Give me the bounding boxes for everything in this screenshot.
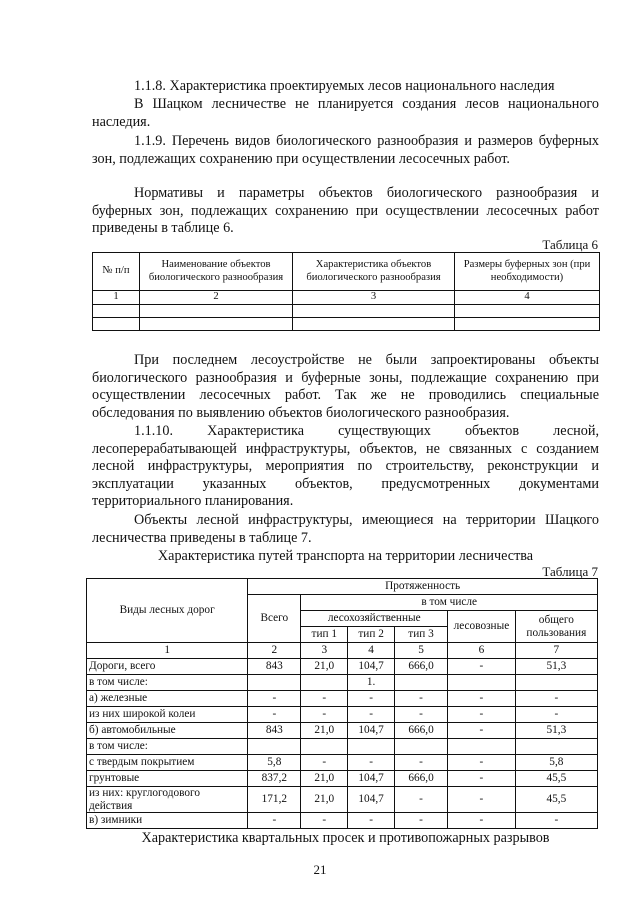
table-row <box>87 771 598 787</box>
t6-empty-row <box>93 317 600 330</box>
t6-colnum-3: 3 <box>293 291 455 305</box>
table-row <box>87 755 598 771</box>
t7-colnum: 6 <box>448 643 516 659</box>
table-row <box>87 723 598 739</box>
table6-caption: Таблица 6 <box>542 237 598 252</box>
row-value: 666,0 <box>395 723 448 739</box>
row-value <box>448 739 516 755</box>
row-value: 51,3 <box>515 659 597 675</box>
row-value: - <box>448 787 516 813</box>
t7-colnum: 7 <box>515 643 597 659</box>
row-value: - <box>301 707 348 723</box>
row-label: из них широкой колеи <box>87 707 248 723</box>
row-label: грунтовые <box>87 771 248 787</box>
row-value: - <box>448 659 516 675</box>
t6-header-buffer: Размеры буферных зон (при необходимости) <box>455 253 600 291</box>
row-label: с твердым покрытием <box>87 755 248 771</box>
row-value <box>395 739 448 755</box>
row-value: - <box>448 723 516 739</box>
t6-header-num: № п/п <box>93 253 140 291</box>
row-value: - <box>301 755 348 771</box>
table7-title: Характеристика путей транспорта на территории лесничества <box>157 548 534 564</box>
row-value: 666,0 <box>395 659 448 675</box>
row-value: 104,7 <box>348 659 395 675</box>
t7-colnum: 4 <box>348 643 395 659</box>
section-heading-1-1-10: 1.1.10. Характеристика существующих объектов лесной, лесоперерабатывающей инфраструктуры, объектов, не связанных с созданием лесной инфраструктуры, мероприятия по строительству, реконструкции и эксплуатации указанных объектов, предусмотренных документами территориального планирования. <box>92 423 599 510</box>
row-label: Дороги, всего <box>87 659 248 675</box>
row-value <box>515 739 597 755</box>
row-value: - <box>448 813 516 829</box>
row-value: 21,0 <box>301 723 348 739</box>
row-value: 843 <box>248 723 301 739</box>
t7-header-public: общего пользования <box>515 611 597 643</box>
row-value: - <box>395 755 448 771</box>
section-heading-1-1-8: 1.1.8. Характеристика проектируемых лесов национального наследия <box>134 78 555 94</box>
row-value: 171,2 <box>248 787 301 813</box>
row-value: 21,0 <box>301 659 348 675</box>
row-label: а) железные <box>87 691 248 707</box>
row-value: 104,7 <box>348 771 395 787</box>
row-value: - <box>515 813 597 829</box>
row-value: - <box>515 691 597 707</box>
t7-header-total: Всего <box>248 595 301 643</box>
row-value: - <box>448 755 516 771</box>
row-value: - <box>448 771 516 787</box>
row-value: - <box>348 707 395 723</box>
row-label: б) автомобильные <box>87 723 248 739</box>
t7-header-type1: тип 1 <box>301 627 348 643</box>
row-value: 1. <box>348 675 395 691</box>
t7-colnum: 5 <box>395 643 448 659</box>
row-value <box>301 739 348 755</box>
row-value: - <box>348 813 395 829</box>
row-value: - <box>348 755 395 771</box>
t7-colnum: 3 <box>301 643 348 659</box>
table7-caption: Таблица 7 <box>542 564 598 579</box>
row-value: 5,8 <box>248 755 301 771</box>
t7-colnum: 1 <box>87 643 248 659</box>
row-value: 45,5 <box>515 771 597 787</box>
row-value: - <box>301 691 348 707</box>
row-value <box>248 675 301 691</box>
paragraph-last-survey: При последнем лесоустройстве не были запроектированы объекты биологического разнообразия и буферные зоны, подлежащие сохранению при осуществлении лесосечных работ. Так же не проводились специальные обследования по выявлению объектов биологического разнообразия. <box>92 352 599 421</box>
table-row <box>87 787 598 813</box>
row-value: - <box>248 813 301 829</box>
row-label: в) зимники <box>87 813 248 829</box>
t6-header-char: Характеристика объектов биологического разнообразия <box>293 253 455 291</box>
row-value: - <box>395 691 448 707</box>
table-row <box>87 813 598 829</box>
row-value <box>301 675 348 691</box>
row-value: 5,8 <box>515 755 597 771</box>
t6-colnum-1: 1 <box>93 291 140 305</box>
section-heading-1-1-9: 1.1.9. Перечень видов биологического разнообразия и размеров буферных зон, подлежащих сохранению при осуществлении лесосечных работ. <box>92 133 599 167</box>
row-label: из них: круглогодового действия <box>87 787 248 813</box>
row-value: 837,2 <box>248 771 301 787</box>
t6-header-name: Наименование объектов биологического разнообразия <box>140 253 293 291</box>
row-value: 104,7 <box>348 723 395 739</box>
row-value: - <box>448 691 516 707</box>
row-value: 843 <box>248 659 301 675</box>
next-section-heading: Характеристика квартальных просек и противопожарных разрывов <box>141 830 550 846</box>
page-number: 21 <box>313 862 327 877</box>
row-value: - <box>248 707 301 723</box>
row-value: - <box>515 707 597 723</box>
row-value <box>448 675 516 691</box>
t6-colnum-2: 2 <box>140 291 293 305</box>
row-value <box>395 675 448 691</box>
t7-header-forest: лесохозяйственные <box>301 611 448 627</box>
t7-header-haul: лесовозные <box>448 611 516 643</box>
table-row <box>87 691 598 707</box>
table-row <box>87 659 598 675</box>
row-value <box>515 675 597 691</box>
row-value: 45,5 <box>515 787 597 813</box>
row-value: 666,0 <box>395 771 448 787</box>
paragraph-national-heritage: В Шацком лесничестве не планируется создания лесов национального наследия. <box>92 96 599 130</box>
t7-header-incl: в том числе <box>301 595 598 611</box>
row-value: - <box>448 707 516 723</box>
row-label: в том числе: <box>87 675 248 691</box>
row-value: 21,0 <box>301 771 348 787</box>
row-value <box>248 739 301 755</box>
paragraph-table7-intro: Объекты лесной инфраструктуры, имеющиеся на территории Шацкого лесничества приведены в таблице 7. <box>92 512 599 546</box>
row-value: 51,3 <box>515 723 597 739</box>
t7-header-kind: Виды лесных дорог <box>87 579 248 643</box>
t6-colnum-4: 4 <box>455 291 600 305</box>
table-row <box>87 739 598 755</box>
row-value: - <box>348 691 395 707</box>
table-row <box>87 707 598 723</box>
t7-header-type2: тип 2 <box>348 627 395 643</box>
row-value: 104,7 <box>348 787 395 813</box>
row-value <box>348 739 395 755</box>
t7-header-length: Протяженность <box>248 579 598 595</box>
row-value: - <box>395 813 448 829</box>
row-value: - <box>248 691 301 707</box>
row-label: в том числе: <box>87 739 248 755</box>
table-row <box>87 675 598 691</box>
row-value: 21,0 <box>301 787 348 813</box>
paragraph-table6-intro: Нормативы и параметры объектов биологического разнообразия и буферных зон, подлежащих сохранению при осуществлении лесосечных работ приведены в таблице 6. <box>92 185 599 237</box>
t7-header-type3: тип 3 <box>395 627 448 643</box>
t7-colnum: 2 <box>248 643 301 659</box>
table-7 <box>86 578 598 829</box>
row-value: - <box>395 707 448 723</box>
row-value: - <box>395 787 448 813</box>
row-value: - <box>301 813 348 829</box>
table-6 <box>92 252 600 331</box>
t6-empty-row <box>93 304 600 317</box>
